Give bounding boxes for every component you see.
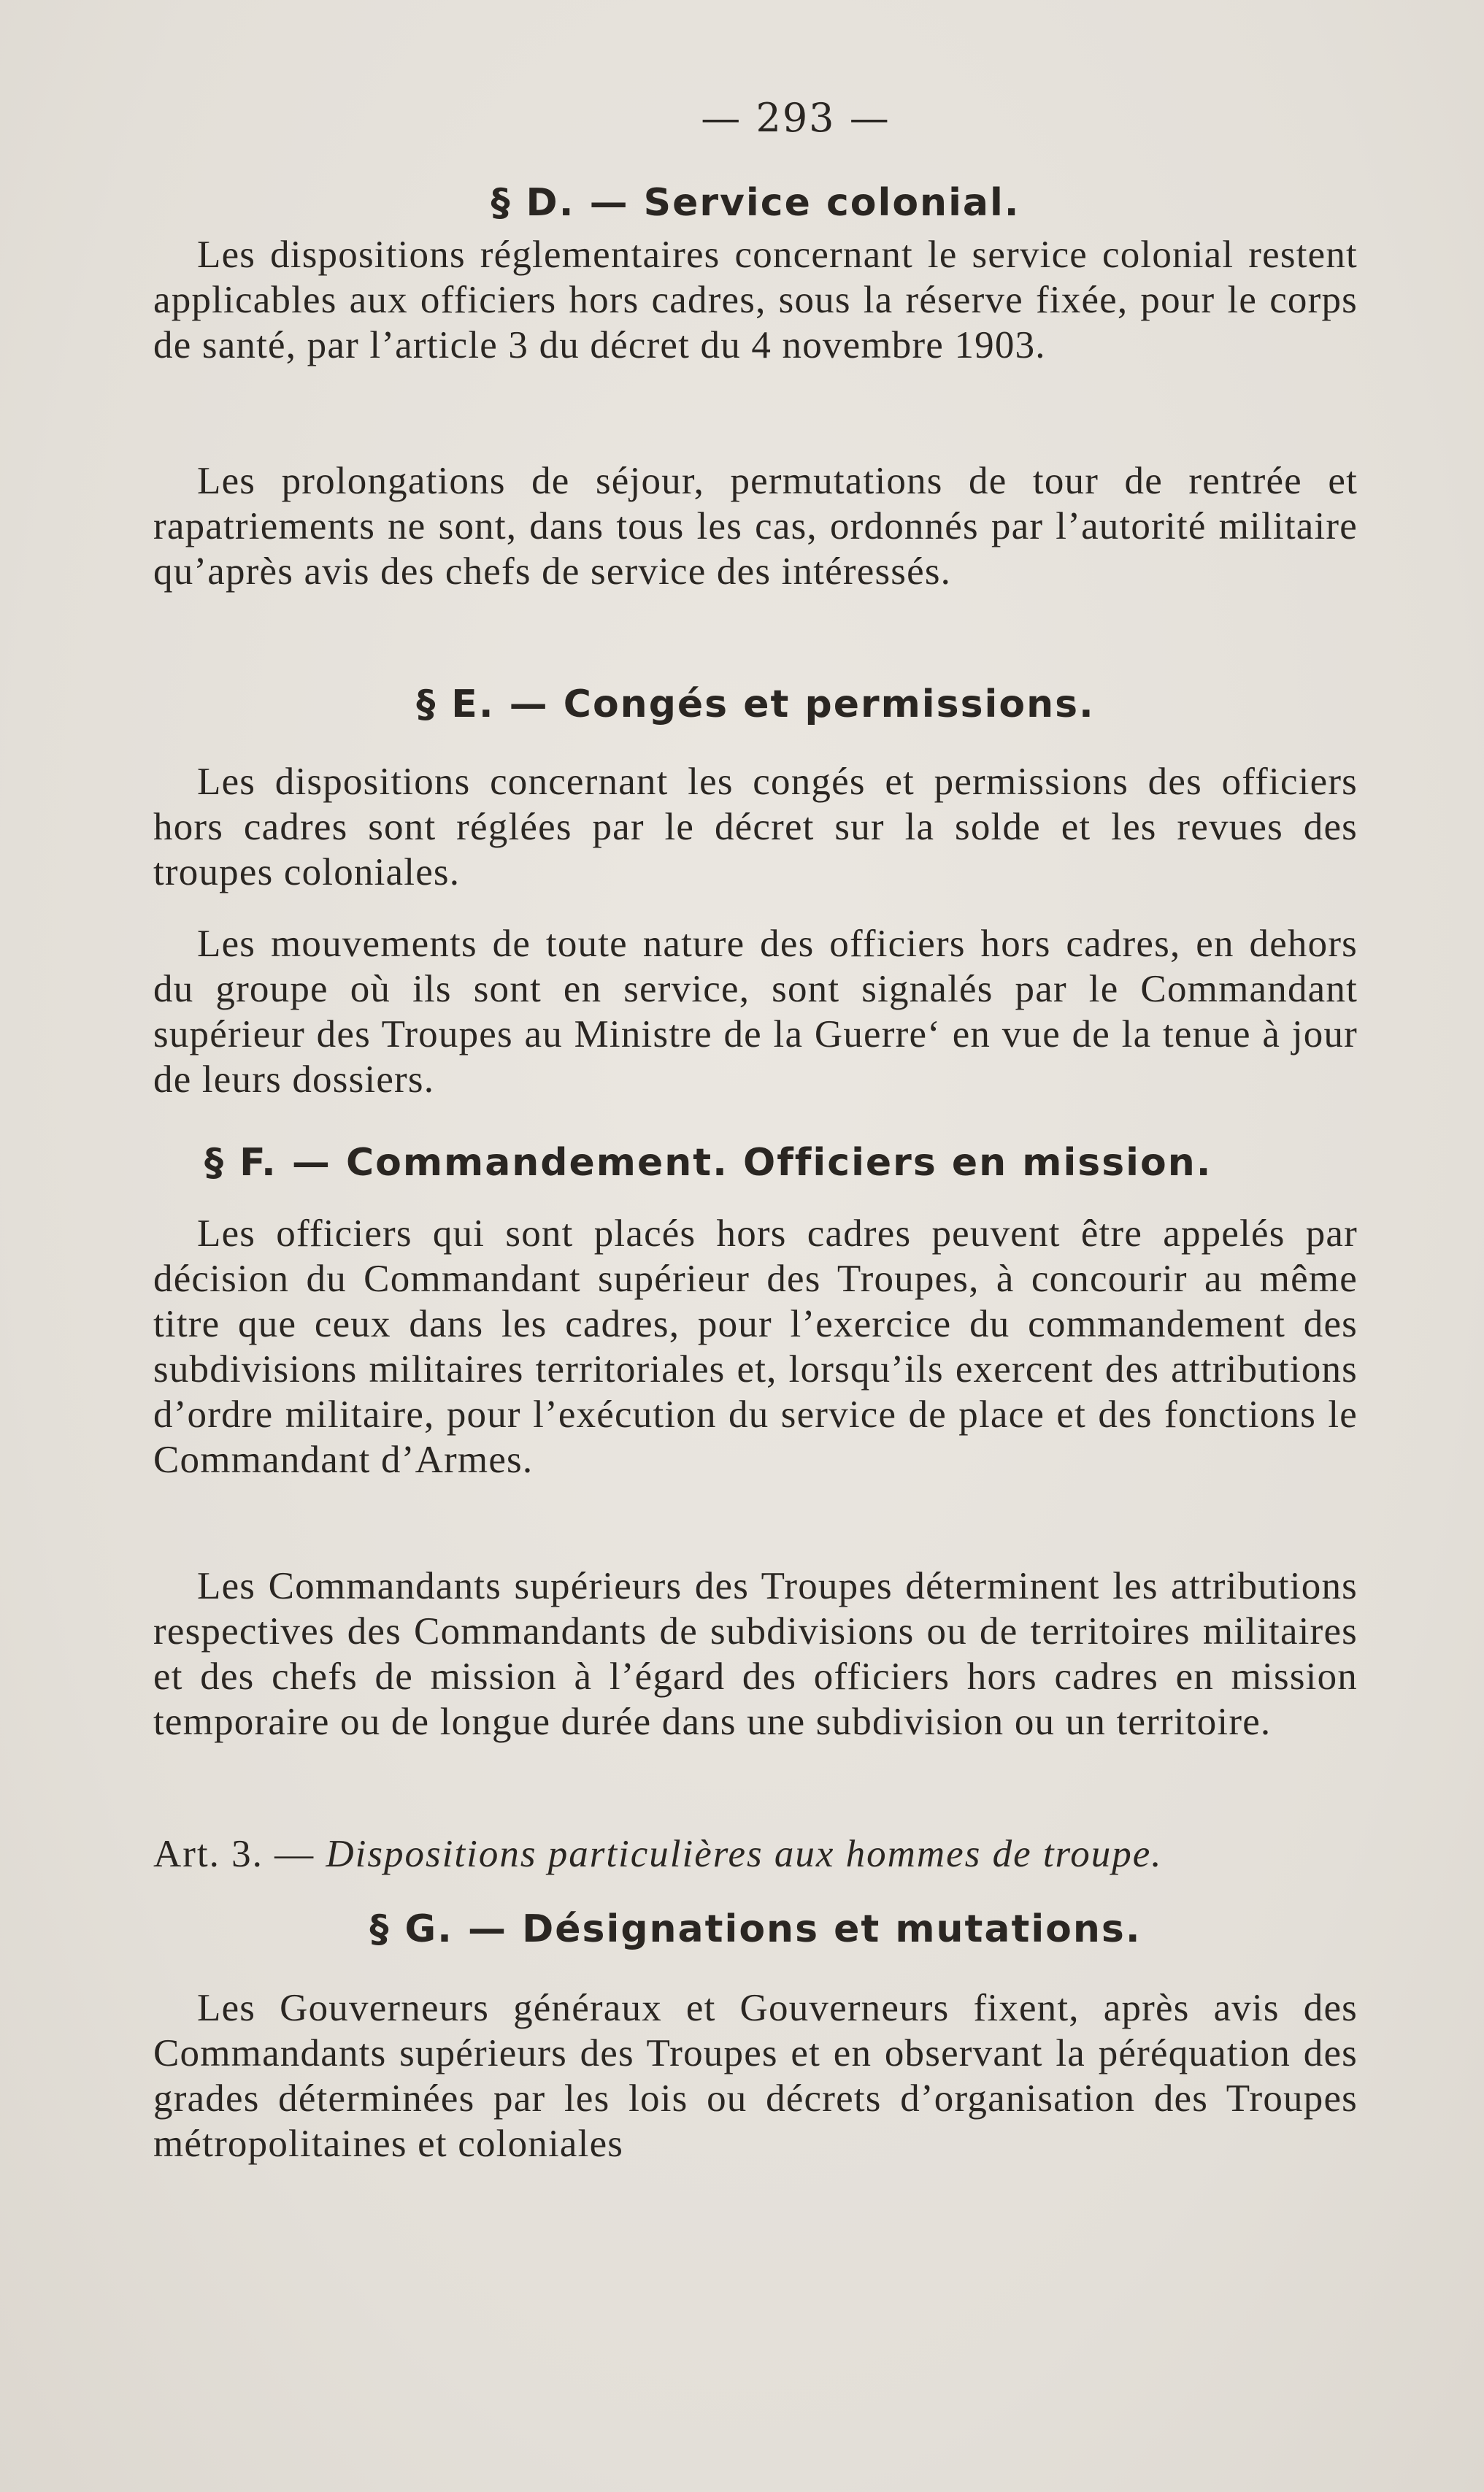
section-g-paragraph-1: Les Gouverneurs généraux et Gouverneurs fixent, après avis des Commandants supérieurs des Troupes et en observant la péréquation des grades déterminées par les lois ou décrets d’organisation des Troupes métropolitaines et coloniales [153,1987,1358,2165]
section-g-heading: § G. — Désignations et mutations. [369,1907,1142,1951]
section-d-paragraph-2: Les prolongations de séjour, permutations de tour de rentrée et rapatriements ne sont, dans tous les cas, ordonnés par l’autorité militaire qu’après avis des chefs de service des intéressés. [153,460,1358,593]
article-3-title: Dispositions particulières aux hommes de troupe. [326,1833,1163,1875]
section-f-paragraph-1: Les officiers qui sont placés hors cadres peuvent être appelés par décision du Commandant supérieur des Troupes, à concourir au même titre que ceux dans les cadres, pour l’exercice du commandement des subdivisions militaires territoriales et, lorsqu’ils exercent des attributions d’ordre militaire, pour l’exécution du service de place et des fonctions le Commandant d’Armes. [153,1212,1358,1481]
article-3-heading [153,1832,1358,1876]
section-d-heading: § D. — Service colonial. [491,181,1020,225]
section-f-heading: § F. — Commandement. Officiers en mission. [204,1141,1212,1185]
page-number: — 293 — [701,95,891,141]
section-f-paragraph-2: Les Commandants supérieurs des Troupes déterminent les attributions respectives des Commandants de subdivisions ou de territoires militaires et des chefs de mission à l’égard des officiers hors cadres en mission temporaire ou de longue durée dans une subdivision ou un territoire. [153,1565,1358,1743]
section-e-paragraph-1: Les dispositions concernant les congés et permissions des officiers hors cadres sont réglées par le décret sur la solde et les revues des troupes coloniales. [153,761,1358,893]
article-3-label: Art. 3. — [153,1833,315,1875]
section-e-heading: § E. — Congés et permissions. [416,682,1095,726]
section-d-paragraph-1: Les dispositions réglementaires concernant le service colonial restent applicables aux officiers hors cadres, sous la réserve fixée, pour le corps de santé, par l’article 3 du décret du 4 novembre 1903. [153,234,1358,366]
section-e-paragraph-2: Les mouvements de toute nature des officiers hors cadres, en dehors du groupe où ils sont en service, sont signalés par le Commandant supérieur des Troupes au Ministre de la Guerre‘ en vue de la tenue à jour de leurs dossiers. [153,923,1358,1101]
